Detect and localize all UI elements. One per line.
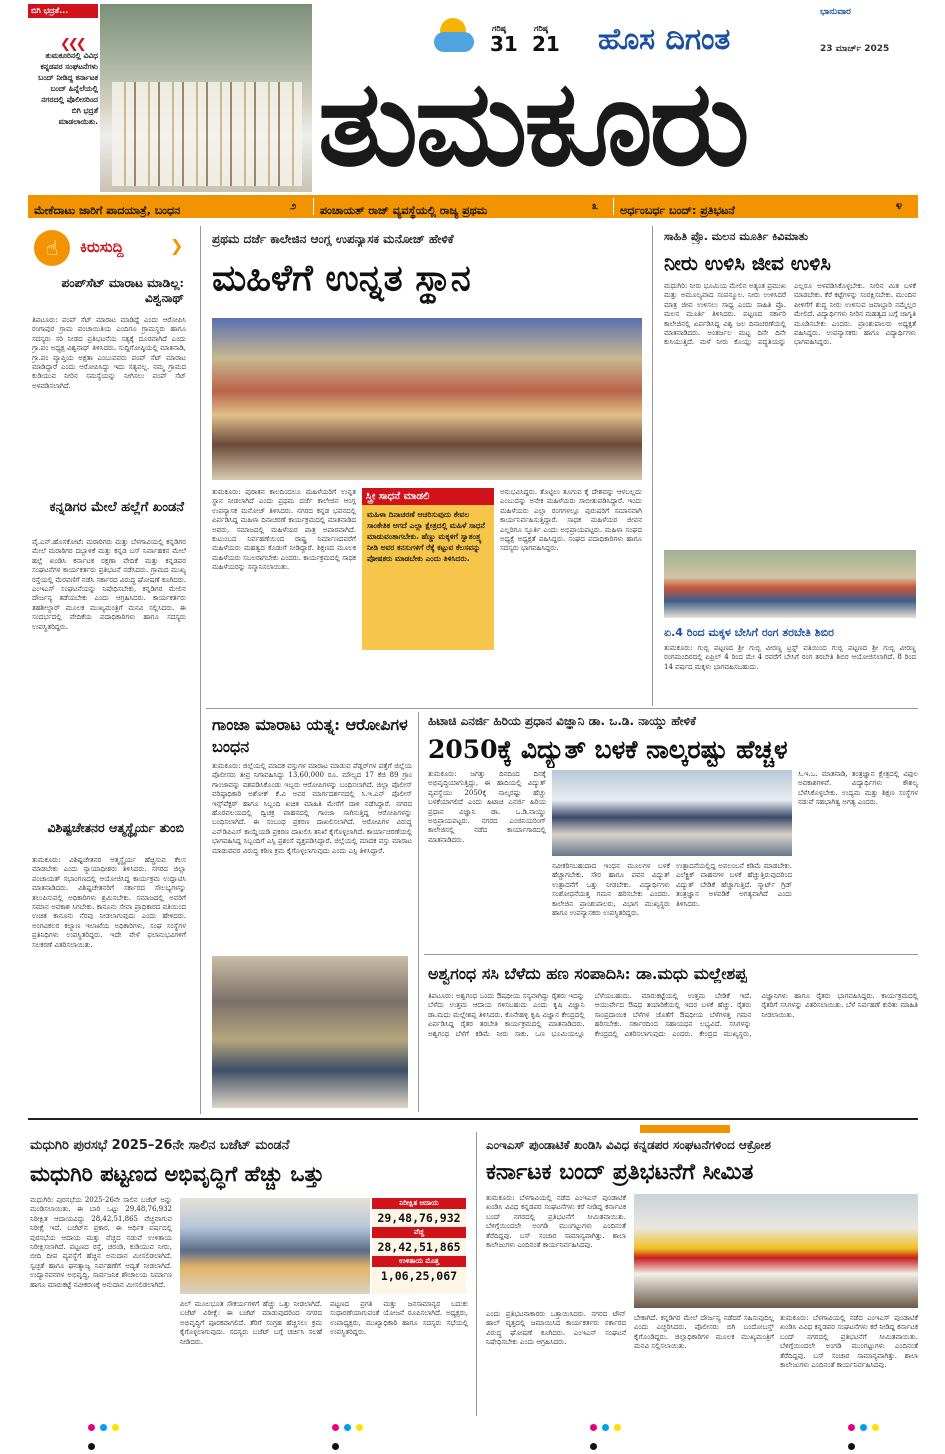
index-item-1-page: ೨ — [290, 199, 297, 212]
center-kicker: ಪ್ರಥಮ ದರ್ಜೆ ಕಾಲೇಜಿನ ಆಂಗ್ಲ ಉಪನ್ಯಾಸಕ ಮನೋಜ್ ಹೇಳಿಕೆ — [212, 232, 454, 246]
column-divider — [476, 1132, 477, 1416]
left-s3-body: ತುಮಕೂರು: ವಿಶಿಷ್ಟಚೇತನರ ಆತ್ಮಸ್ಥೈರ್ಯ ಹೆಚ್ಚಿಸುವ ಕೆಲಸ ಮಾಡಬೇಕು ಎಂದು ನ್ಯಾಯಾಧೀಶರು ತಿಳಿಸಿದರು. ನಗರದ ಜಿಲ್ಲಾ ಪಂಚಾಯತ್ ಸಭಾಂಗಣದಲ್ಲಿ ಆಯೋಜಿಸಿದ್ದ ಕಾರ್ಯಕ್ರಮ ಉದ್ಘಾಟಿಸಿ ಮಾತನಾಡಿದರು. ವಿಶಿಷ್ಟಚೇತನರಿಗೆ ಸರ್ಕಾರದ ಸೌಲಭ್ಯಗಳನ್ನು ತಲುಪಿಸುವಲ್ಲಿ ಅಧಿಕಾರಿಗಳು ಶ್ರಮಿಸಬೇಕು. ಸಮಾಜದಲ್ಲಿ ಅವರಿಗೆ ಸಮಾನ ಅವಕಾಶ ಸಿಗಬೇಕು. ಕಾನೂನು ಸೇವಾ ಪ್ರಾಧಿಕಾರದ ವತಿಯಿಂದ ಉಚಿತ ಕಾನೂನು ನೆರವು ನೀಡಲಾಗುವುದು ಎಂದು ಹೇಳಿದರು. ಅಂಗವಿಕಲರ ಕಲ್ಯಾಣ ಇಲಾಖೆಯ ಅಧಿಕಾರಿಗಳು, ಸಂಘ ಸಂಸ್ಥೆಗಳ ಪ್ರತಿನಿಧಿಗಳು ಉಪಸ್ಥಿತರಿದ್ದರು. ಇದೇ ವೇಳೆ ಫಲಾನುಭವಿಗಳಿಗೆ ಸಲಕರಣೆ ವಿತರಿಸಲಾಯಿತು. — [32, 856, 186, 949]
left-s3-headline: ವಿಶಿಷ್ಟಚೇತನರ ಆತ್ಮಸ್ಥೈರ್ಯ ತುಂಬಿ — [47, 820, 184, 835]
index-item-1[interactable] — [34, 199, 304, 215]
bandh-body-2: ಎಂದು ಪ್ರತಿಭಟನಾಕಾರರು ಒತ್ತಾಯಿಸಿದರು. ನಗರದ ಟೌನ್ ಹಾಲ್ ವೃತ್ತದಲ್ಲಿ ಜಮಾಯಿಸಿದ ಕಾರ್ಯಕರ್ತರು ಸರ್ಕಾರದ ವಿರುದ್ಧ ಘೋಷಣೆ ಕೂಗಿದರು. ಎಂಇಎಸ್ ಸಂಘಟನೆ ನಿಷೇಧಿಸಬೇಕು ಎಂದು ಆಗ್ರಹಿಸಿದರು. — [486, 1310, 626, 1347]
budget-expense-label: ವೆಚ್ಚ — [372, 1227, 466, 1238]
row-divider — [206, 708, 918, 709]
top-photo-caption: ತುಮಕೂರಿನಲ್ಲಿ ವಿವಿಧ ಕನ್ನಡಪರ ಸಂಘಟನೆಗಳು ಬಂದ್ ನೀಡಿದ್ದ ಕರ್ನಾಟಕ ಬಂದ್ ಹಿನ್ನೆಲೆಯಲ್ಲಿ ನಗರದಲ್ಲಿ ಪೊಲೀಸರಿಂದ ಬಿಗಿ ಭದ್ರತೆ ಮಾಡಲಾಯಿತು. — [38, 51, 98, 126]
chevrons-icon: ❮❮❮ — [60, 37, 84, 52]
bandh-headline: ಕರ್ನಾಟಕ ಬಂದ್ ಪ್ರತಿಭಟನೆಗೆ ಸೀಮಿತ — [486, 1159, 754, 1185]
right-headline: ನೀರು ಉಳಿಸಿ ಜೀವ ಉಳಿಸಿ — [664, 251, 831, 275]
index-item-2[interactable] — [320, 199, 605, 215]
ganja-headline: ಗಾಂಜಾ ಮಾರಾಟ ಯತ್ನ: ಆರೋಪಿಗಳ ಬಂಧನ — [212, 715, 408, 756]
budget-expense-value: 28,42,51,865 — [377, 1240, 461, 1254]
budget-body-2: ಪಿಲ್ ಮೂಲಭೂತ ಸೌಕರ್ಯಗಳಿಗೆ ಹೆಚ್ಚು ಒತ್ತು ನೀಡಲಾಗಿದೆ. ಬಜೆಟ್ ವಿರೀಕ್ಷೆ: ಈ ಬಜೆಟ್ ಮಾಡುವುದರಿಂದ ನಗರದ ಅಭಿವೃದ್ಧಿಗೆ ಪೂರಕವಾಗಲಿದೆ. ತೆರಿಗೆ ಸಂಗ್ರಹ ಹೆಚ್ಚಿಸಲು ಕ್ರಮ ಕೈಗೊಳ್ಳಲಾಗುವುದು. ಸದಸ್ಯರು ಬಜೆಟ್ ಬಗ್ಗೆ ಚರ್ಚಿಸಿ ಸಲಹೆ ನೀಡಿದರು. — [180, 1300, 322, 1346]
index-item-3-page: ೪ — [896, 199, 903, 212]
police-arrest-photo — [212, 956, 408, 1108]
print-registration-marks — [332, 1416, 372, 1424]
hand-icon: ☝ — [34, 230, 70, 266]
weather-max-label: ಗರಿಷ್ಠ — [492, 24, 506, 33]
print-registration-marks — [848, 1416, 888, 1424]
masthead-city: ತುಮಕೂರು — [318, 54, 747, 192]
index-item-3[interactable] — [620, 199, 912, 215]
print-registration-marks — [590, 1416, 630, 1424]
paper-logo: ಹೊಸ ದಿಗಂತ — [598, 22, 731, 57]
power-event-photo — [552, 770, 792, 856]
top-tag: ಬಿಗಿ ಭದ್ರತೆ... — [31, 6, 69, 15]
index-divider — [313, 198, 314, 215]
theatre-camp-photo — [664, 550, 916, 618]
budget-headline: ಮಧುಗಿರಿ ಪಟ್ಟಣದ ಅಭಿವೃದ್ಧಿಗೆ ಹೆಚ್ಚು ಒತ್ತು — [30, 1161, 325, 1186]
top-tag-box — [28, 4, 98, 18]
budget-income-label: ನಿರೀಕ್ಷಿತ ಆದಾಯ — [372, 1198, 466, 1209]
chevrons-icon: ❯ — [170, 236, 184, 255]
bandh-body-2b: ಬೇಕಾಗಿದೆ. ಕನ್ನಡಿಗರ ಮೇಲೆ ದೌರ್ಜನ್ಯ ನಡೆದರೆ ಸಹಿಸುವುದಿಲ್ಲ ಎಂದು ಎಚ್ಚರಿಸಿದರು. ಪೊಲೀಸರು ಬಿಗಿ ಬಂದೋಬಸ್ತ್ ಕೈಗೊಂಡಿದ್ದರು. ಜಿಲ್ಲಾಧಿಕಾರಿಗಳ ಮೂಲಕ ಮುಖ್ಯಮಂತ್ರಿಗೆ ಮನವಿ ಸಲ್ಲಿಸಲಾಯಿತು. — [634, 1314, 774, 1351]
budget-kicker: ಮಧುಗಿರಿ ಪುರಸಭೆ 2025–26ನೇ ಸಾಲಿನ ಬಜೆಟ್ ಮಂಡನೆ — [30, 1138, 290, 1153]
center-headline: ಮಹಿಳೆಗೆ ಉನ್ನತ ಸ್ಥಾನ — [212, 257, 471, 299]
highlight-box-body: ಮಹಿಳಾ ದಿನಾಚರಣೆ ಆಚರಿಸುವುದು ಕೇವಲ ಸಾಂಕೇತಿಕ ಆಗದೆ ಎಲ್ಲಾ ಕ್ಷೇತ್ರದಲ್ಲಿ ಮಹಿಳೆ ಸಾಧನೆ ಮಾಡುವಂತಾಗಬೇಕು. ಹೆಣ್ಣು ಮಕ್ಕಳಿಗೆ ಸ್ವಾತಂತ್ರ್ಯ ನೀಡಿ ಅವರ ಕನಸುಗಳಿಗೆ ರೆಕ್ಕೆ ಕಟ್ಟುವ ಕೆಲಸವನ್ನು ಪೋಷಕರು ಮಾಡಬೇಕು ಎಂದು ತಿಳಿಸಿದರು. — [367, 510, 485, 563]
left-s1-body: ತಿಪಟೂರು: ಪಂಪ್ ಸೆಟ್ ಮಾರಾಟ ಮಾಡಿದ್ದೆ ಎಂದು ಆರೋಪಿಸಿ ರಂಗಾಪುರ ಗ್ರಾಮ ಪಂಚಾಯಿತಿಯ ಎಂದಿಗೂ ಗ್ರಾಮಸ್ಥರು ಹಾಗೂ ಸದಸ್ಯರು ಸರಿ ನೀಡದ ಪ್ರತಿಭಟನೆಯ ಸತ್ಯಕ್ಕೆ ದೂರವಾಗಿದೆ ಎಂದು ಗ್ರಾ.ಪಂ ಅಧ್ಯಕ್ಷ ವಿಶ್ವನಾಥ್ ತಿಳಿಸಿದರು. ಸುದ್ದಿಗೋಷ್ಠಿಯಲ್ಲಿ ಮಾತನಾಡಿ, ಗ್ರಾ.ಪಂ ವ್ಯಾಪ್ತಿಯ ಅಕ್ಷತಾ ಎಂಬುವವರು ಪಂಪ್ ಸೆಟ್ ಮಾರಾಟ ಮಾಡಿದ್ದಾರೆ ಎಂದು ಆರೋಪಿಸಿದ್ದು ಇದು ಸತ್ಯವಲ್ಲ. ನಮ್ಮ ಗ್ರಾಮದ ಕುಡಿಯುವ ನೀರಿನ ಸಮಸ್ಯೆಯನ್ನು ನೀಗಿಸಲು ಪಂಪ್ ಸೆಟ್ ಅಳವಡಿಸಲಾಗಿದೆ. — [32, 316, 186, 390]
highlight-box — [362, 488, 494, 650]
budget-body: ಮಧುಗಿರಿ: ಪುರಸಭೆಯ 2025-26ನೇ ಸಾಲಿನ ಬಜೆಟ್ ಅನ್ನು ಮಂಡಿಸಲಾಯಿತು. ಈ ಬಾರಿ ಒಟ್ಟು 29,48,76,932 ನಿರೀಕ್ಷಿತ ಆದಾಯವಿದ್ದು 28,42,51,865 ವೆಚ್ಚವಾಗುವ ನಿರೀಕ್ಷೆ ಇದೆ. ಬಜೆಟ್‌ನ ಪ್ರಕಾರ, ಈ ಆರ್ಥಿಕ ವರ್ಷದಲ್ಲಿ ಪುರಸಭೆಯ ಆದಾಯ ಮತ್ತು ವೆಚ್ಚದ ನಡುವೆ ಉಳಿತಾಯ ನಿರೀಕ್ಷಿಸಲಾಗಿದೆ. ಪಟ್ಟಣದ ರಸ್ತೆ, ಚರಂಡಿ, ಕುಡಿಯುವ ನೀರು, ಬೀದಿ ದೀಪ ವ್ಯವಸ್ಥೆಗೆ ಹೆಚ್ಚಿನ ಅನುದಾನ ಮೀಸಲಿಡಲಾಗಿದೆ. ಸ್ವಚ್ಛತೆ ಹಾಗೂ ಘನತ್ಯಾಜ್ಯ ನಿರ್ವಹಣೆಗೆ ಆದ್ಯತೆ ನೀಡಲಾಗಿದೆ. ಉದ್ಯಾನವನಗಳ ಅಭಿವೃದ್ಧಿ, ಸಾರ್ವಜನಿಕ ಶೌಚಾಲಯ ನಿರ್ಮಾಣ ಹಾಗೂ ಮಾರುಕಟ್ಟೆ ನವೀಕರಣಕ್ಕೆ ಅನುದಾನ ಮೀಸಲಿಡಲಾಗಿದೆ. — [30, 1196, 172, 1289]
index-item-1-text: ಮೇಕೆದಾಟು ಜಾರಿಗೆ ಪಾದಯಾತ್ರೆ, ಬಂಧನ — [34, 204, 181, 217]
ashwa-body: ತಿಪಟೂರು: ಅಶ್ವಗಂಧ ಒಂದು ಔಷಧೀಯ ಸಸ್ಯವಾಗಿದ್ದು ರೈತರು ಇದನ್ನು ಬೆಳೆದು ಉತ್ತಮ ಆದಾಯ ಗಳಿಸಬಹುದು ಎಂದು ಕೃಷಿ ವಿಜ್ಞಾನಿ ಡಾ.ಮಧು ಮಲ್ಲೇಶಪ್ಪ ತಿಳಿಸಿದರು. ಕೊನೇಹಳ್ಳಿ ಕೃಷಿ ವಿಜ್ಞಾನ ಕೇಂದ್ರದಲ್ಲಿ ಏರ್ಪಡಿಸಿದ್ದ ರೈತರ ತರಬೇತಿ ಕಾರ್ಯಕ್ರಮದಲ್ಲಿ ಮಾತನಾಡಿದರು. ಅಶ್ವಗಂಧ ಬೆಳೆಗೆ ಕಡಿಮೆ ನೀರು ಸಾಕು. ಒಣ ಭೂಮಿಯಲ್ಲೂ ಬೆಳೆಯಬಹುದು. ಮಾರುಕಟ್ಟೆಯಲ್ಲಿ ಉತ್ತಮ ಬೇಡಿಕೆ ಇದೆ. ಆಯುರ್ವೇದ ಔಷಧ ತಯಾರಿಕೆಯಲ್ಲಿ ಇದರ ಬಳಕೆ ಹೆಚ್ಚು. ರೈತರು ಸಾಂಪ್ರದಾಯಿಕ ಬೆಳೆಗಳ ಜೊತೆಗೆ ಔಷಧೀಯ ಬೆಳೆಗಳತ್ತ ಗಮನ ಹರಿಸಬೇಕು. ಸರ್ಕಾರದಿಂದ ಸಹಾಯಧನ ಲಭ್ಯವಿದೆ. ಸಸಿಗಳನ್ನು ಕೇಂದ್ರದಲ್ಲಿ ವಿತರಿಸಲಾಗುವುದು ಎಂದರು. ಕೇಂದ್ರದ ಮುಖ್ಯಸ್ಥರು, ವಿಜ್ಞಾನಿಗಳು ಹಾಗೂ ರೈತರು ಭಾಗವಹಿಸಿದ್ದರು. ಕಾರ್ಯಕ್ರಮದಲ್ಲಿ ರೈತರಿಗೆ ಸಸಿಗಳನ್ನು ವಿತರಿಸಲಾಯಿತು. ಬೆಳೆ ನಿರ್ವಹಣೆ ಕುರಿತು ಮಾಹಿತಿ ನೀಡಲಾಯಿತು. — [428, 992, 918, 1038]
left-s2-body: ವೈ.ಎನ್.ಹೊಸಕೋಟೆ: ಮರಾಠಿಗರು ಮತ್ತು ಬೆಳಗಾವಿಯಲ್ಲಿ ಕನ್ನಡಿಗರ ಮೇಲೆ ಮರಾಠಿಗರ ದಬ್ಬಾಳಿಕೆ ಮತ್ತು ಕನ್ನಡ ಬಸ್ ನಿರ್ವಾಹಕನ ಮೇಲೆ ಹಲ್ಲೆ ಖಂಡಿಸಿ ಕರ್ನಾಟಕ ರಕ್ಷಣಾ ವೇದಿಕೆ ಮತ್ತು ಕನ್ನಡಪರ ಸಂಘಟನೆಗಳ ಕಾರ್ಯಕರ್ತರು ಪ್ರತಿಭಟನೆ ನಡೆಸಿದರು. ಗ್ರಾಮದ ಮುಖ್ಯ ರಸ್ತೆಯಲ್ಲಿ ಮೆರವಣಿಗೆ ನಡೆಸಿ ಸರ್ಕಾರದ ವಿರುದ್ಧ ಘೋಷಣೆ ಕೂಗಿದರು. ಎಂಇಎಸ್ ಸಂಘಟನೆಯನ್ನು ನಿಷೇಧಿಸಬೇಕು, ಕನ್ನಡಿಗರ ಮೇಲಿನ ದೌರ್ಜನ್ಯ ತಡೆಯಬೇಕು ಎಂದು ಆಗ್ರಹಿಸಿದರು. ಕಾರ್ಯಕರ್ತರು ತಹಶೀಲ್ದಾರ್ ಮೂಲಕ ಮುಖ್ಯಮಂತ್ರಿಗೆ ಮನವಿ ಸಲ್ಲಿಸಿದರು. ಈ ಸಂದರ್ಭದಲ್ಲಿ ವೇದಿಕೆಯ ಪದಾಧಿಕಾರಿಗಳು ಹಾಗೂ ಸದಸ್ಯರು ಉಪಸ್ಥಿತರಿದ್ದರು. — [32, 538, 186, 631]
center-body-1: ತುಮಕೂರು: ಪುರಾತನ ಕಾಲದಿಂದಲೂ ಮಹಿಳೆಯರಿಗೆ ಉನ್ನತ ಸ್ಥಾನ ನೀಡಲಾಗಿದೆ ಎಂದು ಪ್ರಥಮ ದರ್ಜೆ ಕಾಲೇಜಿನ ಆಂಗ್ಲ ಉಪನ್ಯಾಸಕ ಮನೋಜ್ ತಿಳಿಸಿದರು. ನಗರದ ಕನ್ನಡ ಭವನದಲ್ಲಿ ಏರ್ಪಡಿಸಿದ್ದ ಮಹಿಳಾ ದಿನಾಚರಣೆ ಕಾರ್ಯಕ್ರಮದಲ್ಲಿ ಮಾತನಾಡಿದ ಅವರು, ಸಮಾಜದಲ್ಲಿ ಮಹಿಳೆಯರ ಪಾತ್ರ ಅಪಾರವಾಗಿದೆ. ಕುಟುಂಬದ ನಿರ್ವಹಣೆಯಿಂದ ರಾಷ್ಟ್ರ ನಿರ್ಮಾಣದವರೆಗೆ ಮಹಿಳೆಯರು ಮಹತ್ವದ ಕೊಡುಗೆ ನೀಡಿದ್ದಾರೆ. ಶಿಕ್ಷಣದ ಮೂಲಕ ಮಹಿಳೆಯರು ಸಬಲರಾಗಬೇಕು ಎಂದರು. ಕಾರ್ಯಕ್ರಮದಲ್ಲಿ ಸಾಧಕ ಮಹಿಳೆಯರನ್ನು ಸನ್ಮಾನಿಸಲಾಯಿತು. — [212, 488, 356, 572]
row-divider — [424, 954, 918, 955]
highlight-box-title: ಸ್ತ್ರೀ ಸಾಧನೆ ಮಾಡಲಿ — [362, 488, 494, 505]
row-divider — [28, 1118, 918, 1120]
weather-min-value: 21 — [532, 32, 560, 56]
left-s2-headline: ಕನ್ನಡಿಗರ ಮೇಲೆ ಹಲ್ಲೆಗೆ ಖಂಡನೆ — [49, 500, 184, 515]
index-divider — [613, 198, 614, 215]
left-s1-headline: ಪಂಪ್‌ಸೆಟ್ ಮಾರಾಟ ಮಾಡಿಲ್ಲ: ವಿಶ್ವನಾಥ್ — [61, 276, 184, 305]
budget-meeting-photo — [180, 1198, 370, 1294]
print-registration-marks — [88, 1416, 128, 1424]
power-kicker: ಹಿಟಾಚಿ ಎನರ್ಜಿ ಹಿರಿಯ ಪ್ರಧಾನ ವಿಜ್ಞಾನಿ ಡಾ. ಒ.ಡಿ. ನಾಯ್ಡು ಹೇಳಿಕೆ — [428, 714, 696, 728]
weather-min-label: ಗರಿಷ್ಠ — [534, 24, 548, 33]
power-body-1: ತುಮಕೂರು: ಜಗತ್ತು ದಿನದಿಂದ ದಿನಕ್ಕೆ ಅಭಿವೃದ್ಧಿಯಾಗುತ್ತಿದ್ದು, ಈ ಹಾದಿಯಲ್ಲಿ ವಿದ್ಯುತ್ ವ್ಯವಸ್ಥೆಯು 2050ಕ್ಕೆ ನಾಲ್ಕರಷ್ಟು ಹೆಚ್ಚು ಬಳಕೆಯಾಗಲಿದೆ ಎಂದು ಹಿಟಾಚಿ ಎನರ್ಜಿ ಹಿರಿಯ ಪ್ರಧಾನ ವಿಜ್ಞಾನಿ ಡಾ. ಒ.ಡಿ.ನಾಯ್ಡು ಅಭಿಪ್ರಾಯಪಟ್ಟರು. ನಗರದ ಎಂಜಿನಿಯರಿಂಗ್ ಕಾಲೇಜಿನಲ್ಲಿ ನಡೆದ ಕಾರ್ಯಾಗಾರದಲ್ಲಿ ಮಾತನಾಡಿದರು. — [428, 770, 546, 844]
ganja-body: ತುಮಕೂರು: ಜಿಲ್ಲೆಯಲ್ಲಿ ಮಾದಕ ವಸ್ತುಗಳ ಮಾರಾಟ ಮಾಡುವ ಪೆಡ್ಲರ್‌ಗಳ ಪತ್ತೆಗೆ ಜಿಲ್ಲೆಯ ಪೊಲೀಸರು ತೀವ್ರ ನಿಗಾವಹಿಸಿದ್ದು 13,60,000 ರೂ. ಮೌಲ್ಯದ 17 ಕೆಜಿ 89 ಗ್ರಾಂ ಗಾಂಜಾವನ್ನು ವಶಪಡಿಸಿಕೊಂಡು ಇಬ್ಬರು ಆರೋಪಿಗಳನ್ನು ಬಂಧಿಸಲಾಗಿದೆ. ಜಿಲ್ಲಾ ಪೊಲೀಸ್ ವರಿಷ್ಠಾಧಿಕಾರಿ ಅಶೋಕ್ ಕೆ.ವಿ ಅವರ ಮಾರ್ಗದರ್ಶನದಲ್ಲಿ ಸಿ.ಇ.ಎನ್ ಪೊಲೀಸ್ ಇನ್ಸ್‌ಪೆಕ್ಟರ್ ಹಾಗೂ ಸಿಬ್ಬಂದಿ ಖಚಿತ ಮಾಹಿತಿ ಮೇರೆಗೆ ದಾಳಿ ನಡೆಸಿದ್ದಾರೆ. ನಗರದ ಹೊರವಲಯದಲ್ಲಿ ದ್ವಿಚಕ್ರ ವಾಹನದಲ್ಲಿ ಗಾಂಜಾ ಸಾಗಿಸುತ್ತಿದ್ದ ಆರೋಪಿಗಳನ್ನು ಬಂಧಿಸಲಾಗಿದೆ. ಈ ಸಂಬಂಧ ಪ್ರಕರಣ ದಾಖಲಿಸಲಾಗಿದೆ. ಆರೋಪಿಗಳ ವಿರುದ್ಧ ಎನ್‌ಡಿಪಿಎಸ್ ಕಾಯ್ದೆಯಡಿ ಪ್ರಕರಣ ದಾಖಲಿಸಿ ತನಿಖೆ ಕೈಗೊಳ್ಳಲಾಗಿದೆ. ಕಾರ್ಯಾಚರಣೆಯಲ್ಲಿ ಭಾಗವಹಿಸಿದ್ದ ಸಿಬ್ಬಂದಿಗೆ ಎಸ್ಪಿ ಪ್ರಶಂಸೆ ವ್ಯಕ್ತಪಡಿಸಿದ್ದಾರೆ. ಜಿಲ್ಲೆಯಲ್ಲಿ ಮಾದಕ ವಸ್ತು ಮಾರಾಟ ಮಾಡುವವರ ವಿರುದ್ಧ ಕಠಿಣ ಕ್ರಮ ಕೈಗೊಳ್ಳಲಾಗುವುದು ಎಂದು ಎಸ್ಪಿ ತಿಳಿಸಿದ್ದಾರೆ. — [212, 762, 412, 855]
power-body-2: ನವೀಕರಿಸಬಹುದಾದ ಇಂಧನ ಮೂಲಗಳ ಬಳಕೆ ಹೆಚ್ಚಾಗಬೇಕು. ಸೌರ ಹಾಗೂ ಪವನ ವಿದ್ಯುತ್ ಉತ್ಪಾದನೆಗೆ ಒತ್ತು ನೀಡಬೇಕು. ವಿದ್ಯಾರ್ಥಿಗಳು ಸಂಶೋಧನೆಯತ್ತ ಗಮನ ಹರಿಸಬೇಕು ಎಂದರು. ಕಾಲೇಜಿನ ಪ್ರಾಂಶುಪಾಲರು, ವಿಭಾಗ ಮುಖ್ಯಸ್ಥರು ಹಾಗೂ ಉಪನ್ಯಾಸಕರು ಉಪಸ್ಥಿತರಿದ್ದರು. — [552, 862, 670, 918]
power-headline: 2050ಕ್ಕೆ ವಿದ್ಯುತ್ ಬಳಕೆ ನಾಲ್ಕರಷ್ಟು ಹೆಚ್ಚಳ — [428, 735, 788, 764]
bandh-body-3: ತುಮಕೂರು: ಬೆಳಗಾವಿಯಲ್ಲಿ ನಡೆದ ಎಂಇಎಸ್ ಪುಂಡಾಟಿಕೆ ಖಂಡಿಸಿ ವಿವಿಧ ಕನ್ನಡಪರ ಸಂಘಟನೆಗಳು ಕರೆ ನೀಡಿದ್ದ ಕರ್ನಾಟಕ ಬಂದ್ ನಗರದಲ್ಲಿ ಪ್ರತಿಭಟನೆಗೆ ಸೀಮಿತವಾಯಿತು. ಬೆಳಿಗ್ಗೆಯಿಂದಲೇ ಅಂಗಡಿ ಮುಂಗಟ್ಟುಗಳು ಎಂದಿನಂತೆ ತೆರೆದಿದ್ದವು. ಬಸ್ ಸಂಚಾರ ಸಾಮಾನ್ಯವಾಗಿತ್ತು. ಶಾಲಾ ಕಾಲೇಜುಗಳು ಎಂದಿನಂತೆ ಕಾರ್ಯನಿರ್ವಹಿಸಿದವು. — [780, 1314, 918, 1370]
right-caption-head: ಏ.4 ರಿಂದ ಮಕ್ಕಳ ಬೇಸಿಗೆ ರಂಗ ತರಬೇತಿ ಶಿಬಿರ — [664, 626, 834, 639]
women-day-photo — [212, 318, 642, 480]
bandh-kicker: ಎಂಇಎಸ್ ಪುಂಡಾಟಿಕೆ ಖಂಡಿಸಿ ವಿವಿಧ ಕನ್ನಡಪರ ಸಂಘಟನೆಗಳಿಂದ ಆಕ್ರೋಶ — [486, 1138, 771, 1152]
column-divider — [652, 226, 653, 706]
bandh-protest-photo — [634, 1194, 918, 1308]
masthead-day: ಭಾನುವಾರ — [820, 7, 851, 17]
index-item-2-page: ೩ — [592, 199, 599, 212]
budget-body-3: ಪಟ್ಟಣದ ಪ್ರಗತಿ ಮತ್ತು ಜನಸಾಮಾನ್ಯರ ಬದುಕು ಸುಧಾರಣೆಯಾಗುವಂತೆ ಯೋಜನೆ ರೂಪಿಸಲಾಗಿದೆ. ಅಧ್ಯಕ್ಷರು, ಉಪಾಧ್ಯಕ್ಷರು, ಮುಖ್ಯಾಧಿಕಾರಿ ಹಾಗೂ ಸದಸ್ಯರು ಸಭೆಯಲ್ಲಿ ಉಪಸ್ಥಿತರಿದ್ದರು. — [330, 1300, 468, 1337]
power-body-3: ಉತ್ಪಾದನೆಯಲ್ಲಿದ್ದ ಅವಲಂಬನೆ ಕಡಿಮೆ ಮಾಡಬೇಕು. ಎಲೆಕ್ಟ್ರಿಕ್ ವಾಹನಗಳ ಬಳಕೆ ಹೆಚ್ಚುತ್ತಿರುವುದರಿಂದ ವಿದ್ಯುತ್ ಬೇಡಿಕೆ ಹೆಚ್ಚಾಗುತ್ತಿದೆ. ಸ್ಮಾರ್ಟ್ ಗ್ರಿಡ್ ತಂತ್ರಜ್ಞಾನ ಅಳವಡಿಕೆ ಅಗತ್ಯವಾಗಿದೆ ಎಂದು ತಿಳಿಸಿದರು. — [676, 862, 792, 908]
index-item-2-text: ಪಂಚಾಯತ್ ರಾಜ್ ವ್ಯವಸ್ಥೆಯಲ್ಲಿ ರಾಜ್ಯ ಪ್ರಥಮ — [320, 204, 488, 217]
column-divider — [200, 226, 201, 1114]
budget-income-value: 29,48,76,932 — [377, 1211, 461, 1225]
weather-cloud-icon — [434, 32, 474, 52]
ashwa-headline: ಅಶ್ವಗಂಧ ಸಸಿ ಬೆಳೆದು ಹಣ ಸಂಪಾದಿಸಿ: ಡಾ.ಮಧು ಮಲ್ಲೇಶಪ್ಪ — [428, 964, 747, 983]
right-caption-body: ತುಮಕೂರು: ಗುಬ್ಬಿ ಪಟ್ಟಣದ ಶ್ರೀ ಗುಬ್ಬಿ ವೀರಣ್ಣ ಟ್ರಸ್ಟ್ ವತಿಯಿಂದ ಗುಬ್ಬಿ ಪಟ್ಟಣದ ಶ್ರೀ ಗುಬ್ಬಿ ವೀರಣ್ಣ ರಂಗಮಂದಿರದಲ್ಲಿ ಏಪ್ರಿಲ್ 4 ರಿಂದ ಮೇ 4 ರವರೆಗೆ ಬೇಸಿಗೆ ರಂಗ ತರಬೇತಿ ಶಿಬಿರ ಆಯೋಜಿಸಲಾಗಿದೆ. 8 ರಿಂದ 14 ವರ್ಷದ ಮಕ್ಕಳು ಭಾಗವಹಿಸಬಹುದು. — [664, 644, 916, 671]
center-body-2: ಅನುಭವಿಸಿದ್ದರು. ತೊಟ್ಟಿಲು ತೂಗುವ ಕೈ ದೇಶವನ್ನು ಆಳಬಲ್ಲದು ಎಂಬುದನ್ನು ಅನೇಕ ಮಹಿಳೆಯರು ಸಾಬೀತುಪಡಿಸಿದ್ದಾರೆ. ಇಂದು ಮಹಿಳೆಯರು ಎಲ್ಲಾ ರಂಗಗಳಲ್ಲೂ ಪುರುಷರಿಗೆ ಸಮಾನವಾಗಿ ಕಾರ್ಯನಿರ್ವಹಿಸುತ್ತಿದ್ದಾರೆ. ಸಾಧಕ ಮಹಿಳೆಯರ ಜೀವನ ಎಲ್ಲರಿಗೂ ಸ್ಫೂರ್ತಿ ಎಂದು ಅಭಿಪ್ರಾಯಪಟ್ಟರು. ಮಹಿಳಾ ಸಂಘದ ಅಧ್ಯಕ್ಷೆ ಅಧ್ಯಕ್ಷತೆ ವಹಿಸಿದ್ದರು. ಸಂಘದ ಪದಾಧಿಕಾರಿಗಳು ಹಾಗೂ ಸದಸ್ಯರು ಭಾಗವಹಿಸಿದ್ದರು. — [500, 488, 642, 553]
top-police-photo — [100, 4, 312, 192]
kirusuddi-banner — [30, 228, 186, 270]
budget-savings-value: 1,06,25,067 — [380, 1269, 458, 1283]
kirusuddi-label: ಕಿರುಸುದ್ದಿ — [80, 238, 124, 256]
column-divider — [418, 712, 419, 1112]
budget-savings-label: ಉಳಿತಾಯ ಮೊತ್ತ — [372, 1256, 466, 1267]
accent-bar — [640, 1125, 730, 1133]
budget-stats-box — [372, 1198, 466, 1294]
index-item-3-text: ಅರ್ಧಂಬರ್ಧ ಬಂದ್: ಪ್ರತಿಭಟನೆ — [620, 204, 735, 217]
right-kicker: ಸಾಹಿತಿ ಪ್ರೊ. ಮಲನ ಮೂರ್ತಿ ಕಿವಿಮಾತು — [664, 230, 809, 243]
power-body-4: ಸಿ.ಇ.ಒ. ಮಾತನಾಡಿ, ತಂತ್ರಜ್ಞಾನ ಕ್ಷೇತ್ರದಲ್ಲಿ ವಿಫುಲ ಅವಕಾಶಗಳಿವೆ. ವಿದ್ಯಾರ್ಥಿಗಳು ಕೌಶಲ್ಯ ಬೆಳೆಸಿಕೊಳ್ಳಬೇಕು. ಉದ್ಯಮ ಮತ್ತು ಶಿಕ್ಷಣ ಸಂಸ್ಥೆಗಳ ನಡುವೆ ಸಹಭಾಗಿತ್ವ ಅಗತ್ಯ ಎಂದರು. — [798, 770, 918, 807]
weather-max-value: 31 — [490, 32, 518, 56]
index-bar — [28, 195, 918, 218]
bandh-body: ತುಮಕೂರು: ಬೆಳಗಾವಿಯಲ್ಲಿ ನಡೆದ ಎಂಇಎಸ್ ಪುಂಡಾಟಿಕೆ ಖಂಡಿಸಿ ವಿವಿಧ ಕನ್ನಡಪರ ಸಂಘಟನೆಗಳು ಕರೆ ನೀಡಿದ್ದ ಕರ್ನಾಟಕ ಬಂದ್ ನಗರದಲ್ಲಿ ಪ್ರತಿಭಟನೆಗೆ ಸೀಮಿತವಾಯಿತು. ಬೆಳಿಗ್ಗೆಯಿಂದಲೇ ಅಂಗಡಿ ಮುಂಗಟ್ಟುಗಳು ಎಂದಿನಂತೆ ತೆರೆದಿದ್ದವು. ಬಸ್ ಸಂಚಾರ ಸಾಮಾನ್ಯವಾಗಿತ್ತು. ಶಾಲಾ ಕಾಲೇಜುಗಳು ಎಂದಿನಂತೆ ಕಾರ್ಯನಿರ್ವಹಿಸಿದವು. — [486, 1194, 626, 1250]
right-body: ಮಧುಗಿರಿ: ನೀರು ಭೂಮಿಯ ಮೇಲಿನ ಅತ್ಯಂತ ಪ್ರಮುಖ ಮತ್ತು ಅಮೂಲ್ಯವಾದ ಸಂಪನ್ಮೂಲ. ನೀರು ಉಳಿಸಿದರೆ ಮಾತ್ರ ಜೀವ ಉಳಿಸಲು ಸಾಧ್ಯ ಎಂದು ಸಾಹಿತಿ ಪ್ರೊ. ಮಲನ ಮೂರ್ತಿ ತಿಳಿಸಿದರು. ಪಟ್ಟಣದ ಸರ್ಕಾರಿ ಕಾಲೇಜಿನಲ್ಲಿ ಏರ್ಪಡಿಸಿದ್ದ ವಿಶ್ವ ಜಲ ದಿನಾಚರಣೆಯಲ್ಲಿ ಮಾತನಾಡಿದರು. ಅಂತರ್ಜಲ ಮಟ್ಟ ದಿನೇ ದಿನೇ ಕುಸಿಯುತ್ತಿದೆ. ಮಳೆ ನೀರು ಕೊಯ್ಲು ಪದ್ಧತಿಯನ್ನು ಎಲ್ಲರೂ ಅಳವಡಿಸಿಕೊಳ್ಳಬೇಕು. ನೀರಿನ ಮಿತ ಬಳಕೆ ಮಾಡಬೇಕು. ಕೆರೆ ಕಟ್ಟೆಗಳನ್ನು ಸಂರಕ್ಷಿಸಬೇಕು. ಮುಂದಿನ ಪೀಳಿಗೆಗೆ ಶುದ್ಧ ನೀರು ಉಳಿಸುವ ಜವಾಬ್ದಾರಿ ನಮ್ಮೆಲ್ಲರ ಮೇಲಿದೆ. ವಿದ್ಯಾರ್ಥಿಗಳು ನೀರಿನ ಮಹತ್ವದ ಬಗ್ಗೆ ಜಾಗೃತಿ ಮೂಡಿಸಬೇಕು ಎಂದರು. ಪ್ರಾಂಶುಪಾಲರು ಅಧ್ಯಕ್ಷತೆ ವಹಿಸಿದ್ದರು. ಉಪನ್ಯಾಸಕರು ಹಾಗೂ ವಿದ್ಯಾರ್ಥಿಗಳು ಭಾಗವಹಿಸಿದ್ದರು. — [664, 282, 916, 347]
masthead-date: 23 ಮಾರ್ಚ್ 2025 — [820, 44, 890, 54]
